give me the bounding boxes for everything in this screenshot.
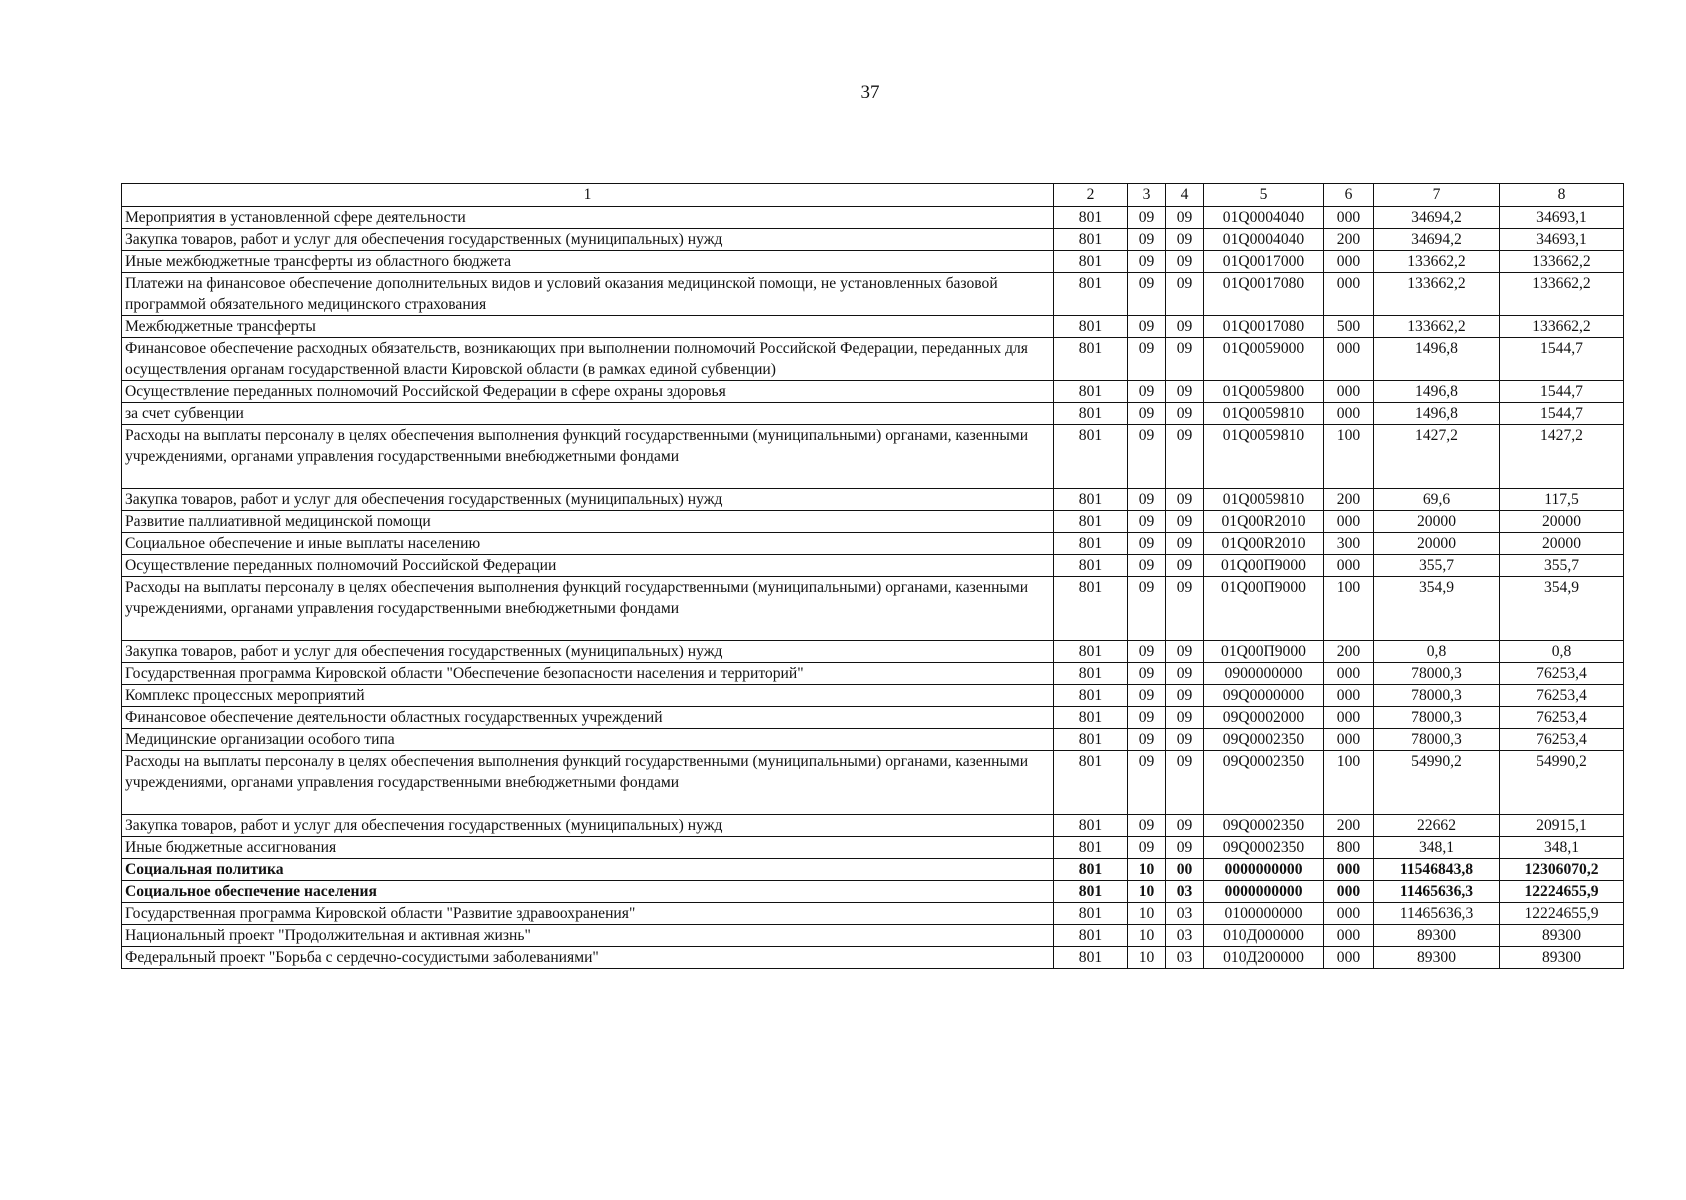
amount-year1-cell: 11465636,3	[1374, 903, 1500, 925]
table-row	[122, 685, 1624, 707]
column-header: 8	[1500, 184, 1624, 207]
amount-year2-cell: 54990,2	[1500, 751, 1624, 815]
ministry-code-cell: 801	[1054, 533, 1128, 555]
table-row	[122, 707, 1624, 729]
amount-year1-cell: 0,8	[1374, 641, 1500, 663]
row-name-cell: Социальное обеспечение населения	[122, 881, 1054, 903]
ministry-code-cell: 801	[1054, 316, 1128, 338]
table-row	[122, 273, 1624, 316]
table-row	[122, 663, 1624, 685]
target-article-cell: 01Q0059810	[1204, 425, 1324, 489]
table-row	[122, 489, 1624, 511]
target-article-cell: 010Д200000	[1204, 947, 1324, 969]
amount-year2-cell: 12224655,9	[1500, 903, 1624, 925]
section-code-cell: 09	[1128, 381, 1166, 403]
target-article-cell: 09Q0002000	[1204, 707, 1324, 729]
expense-type-cell: 000	[1324, 729, 1374, 751]
amount-year1-cell: 354,9	[1374, 577, 1500, 641]
ministry-code-cell: 801	[1054, 381, 1128, 403]
section-code-cell: 09	[1128, 707, 1166, 729]
amount-year1-cell: 1496,8	[1374, 381, 1500, 403]
page-number: 37	[860, 82, 880, 103]
row-name-cell: за счет субвенции	[122, 403, 1054, 425]
ministry-code-cell: 801	[1054, 815, 1128, 837]
amount-year1-cell: 20000	[1374, 511, 1500, 533]
row-name-cell: Развитие паллиативной медицинской помощи	[122, 511, 1054, 533]
subsection-code-cell: 09	[1166, 577, 1204, 641]
target-article-cell: 0000000000	[1204, 859, 1324, 881]
ministry-code-cell: 801	[1054, 251, 1128, 273]
section-code-cell: 09	[1128, 316, 1166, 338]
subsection-code-cell: 09	[1166, 533, 1204, 555]
subsection-code-cell: 09	[1166, 663, 1204, 685]
section-code-cell: 09	[1128, 837, 1166, 859]
section-code-cell: 09	[1128, 751, 1166, 815]
amount-year2-cell: 1544,7	[1500, 381, 1624, 403]
amount-year1-cell: 78000,3	[1374, 729, 1500, 751]
subsection-code-cell: 09	[1166, 511, 1204, 533]
row-name-cell: Государственная программа Кировской области "Развитие здравоохранения"	[122, 903, 1054, 925]
amount-year2-cell: 20915,1	[1500, 815, 1624, 837]
table-row	[122, 751, 1624, 815]
section-code-cell: 09	[1128, 533, 1166, 555]
section-code-cell: 09	[1128, 815, 1166, 837]
amount-year2-cell: 76253,4	[1500, 707, 1624, 729]
table-row	[122, 381, 1624, 403]
row-name-cell: Иные бюджетные ассигнования	[122, 837, 1054, 859]
table-row	[122, 207, 1624, 229]
subsection-code-cell: 03	[1166, 925, 1204, 947]
subsection-code-cell: 03	[1166, 881, 1204, 903]
target-article-cell: 01Q00R2010	[1204, 511, 1324, 533]
amount-year2-cell: 89300	[1500, 925, 1624, 947]
target-article-cell: 0900000000	[1204, 663, 1324, 685]
table-row	[122, 511, 1624, 533]
column-header: 2	[1054, 184, 1128, 207]
row-name-cell: Закупка товаров, работ и услуг для обеспечения государственных (муниципальных) нужд	[122, 229, 1054, 251]
expense-type-cell: 000	[1324, 555, 1374, 577]
ministry-code-cell: 801	[1054, 555, 1128, 577]
expense-type-cell: 800	[1324, 837, 1374, 859]
amount-year1-cell: 11465636,3	[1374, 881, 1500, 903]
section-code-cell: 10	[1128, 881, 1166, 903]
expense-type-cell: 000	[1324, 251, 1374, 273]
amount-year2-cell: 20000	[1500, 533, 1624, 555]
expense-type-cell: 100	[1324, 751, 1374, 815]
amount-year2-cell: 355,7	[1500, 555, 1624, 577]
section-code-cell: 09	[1128, 555, 1166, 577]
target-article-cell: 01Q00П9000	[1204, 577, 1324, 641]
amount-year2-cell: 1544,7	[1500, 338, 1624, 381]
row-name-cell: Закупка товаров, работ и услуг для обеспечения государственных (муниципальных) нужд	[122, 489, 1054, 511]
expense-type-cell: 200	[1324, 489, 1374, 511]
section-code-cell: 09	[1128, 207, 1166, 229]
target-article-cell: 09Q0000000	[1204, 685, 1324, 707]
subsection-code-cell: 09	[1166, 381, 1204, 403]
expense-type-cell: 500	[1324, 316, 1374, 338]
amount-year2-cell: 133662,2	[1500, 316, 1624, 338]
amount-year1-cell: 1427,2	[1374, 425, 1500, 489]
section-code-cell: 10	[1128, 925, 1166, 947]
row-name-cell: Расходы на выплаты персоналу в целях обеспечения выполнения функций государственными (муниципальными) органами, казенными учреждениями, органами управления государственными внебюджетными фондами	[122, 425, 1054, 489]
amount-year2-cell: 89300	[1500, 947, 1624, 969]
row-name-cell: Федеральный проект "Борьба с сердечно-сосудистыми заболеваниями"	[122, 947, 1054, 969]
amount-year2-cell: 12224655,9	[1500, 881, 1624, 903]
ministry-code-cell: 801	[1054, 207, 1128, 229]
table-row	[122, 729, 1624, 751]
budget-table	[121, 183, 1624, 969]
column-header: 3	[1128, 184, 1166, 207]
ministry-code-cell: 801	[1054, 641, 1128, 663]
target-article-cell: 01Q00П9000	[1204, 555, 1324, 577]
expense-type-cell: 200	[1324, 229, 1374, 251]
expense-type-cell: 000	[1324, 881, 1374, 903]
row-name-cell: Государственная программа Кировской области "Обеспечение безопасности населения и территорий"	[122, 663, 1054, 685]
ministry-code-cell: 801	[1054, 751, 1128, 815]
amount-year2-cell: 34693,1	[1500, 207, 1624, 229]
row-name-cell: Закупка товаров, работ и услуг для обеспечения государственных (муниципальных) нужд	[122, 641, 1054, 663]
subsection-code-cell: 09	[1166, 251, 1204, 273]
table-row	[122, 316, 1624, 338]
section-code-cell: 10	[1128, 947, 1166, 969]
target-article-cell: 01Q0017000	[1204, 251, 1324, 273]
target-article-cell: 01Q0017080	[1204, 273, 1324, 316]
section-code-cell: 09	[1128, 685, 1166, 707]
row-name-cell: Финансовое обеспечение расходных обязательств, возникающих при выполнении полномочий Российской Федерации, переданных для осуществления органам государственной власти Кировской области (в рамках единой субвенции)	[122, 338, 1054, 381]
table-row	[122, 903, 1624, 925]
amount-year2-cell: 117,5	[1500, 489, 1624, 511]
subsection-code-cell: 09	[1166, 338, 1204, 381]
amount-year2-cell: 0,8	[1500, 641, 1624, 663]
amount-year1-cell: 54990,2	[1374, 751, 1500, 815]
subsection-code-cell: 09	[1166, 229, 1204, 251]
expense-type-cell: 000	[1324, 207, 1374, 229]
table-row	[122, 533, 1624, 555]
ministry-code-cell: 801	[1054, 577, 1128, 641]
amount-year2-cell: 76253,4	[1500, 729, 1624, 751]
ministry-code-cell: 801	[1054, 837, 1128, 859]
table-row	[122, 403, 1624, 425]
subsection-code-cell: 03	[1166, 947, 1204, 969]
subsection-code-cell: 09	[1166, 641, 1204, 663]
header-row	[122, 184, 1624, 207]
row-name-cell: Социальное обеспечение и иные выплаты населению	[122, 533, 1054, 555]
row-name-cell: Осуществление переданных полномочий Российской Федерации	[122, 555, 1054, 577]
table-row	[122, 881, 1624, 903]
column-header: 6	[1324, 184, 1374, 207]
expense-type-cell: 000	[1324, 685, 1374, 707]
target-article-cell: 01Q0059810	[1204, 403, 1324, 425]
target-article-cell: 01Q0059810	[1204, 489, 1324, 511]
target-article-cell: 01Q0004040	[1204, 207, 1324, 229]
amount-year1-cell: 78000,3	[1374, 707, 1500, 729]
subsection-code-cell: 09	[1166, 837, 1204, 859]
target-article-cell: 0100000000	[1204, 903, 1324, 925]
expense-type-cell: 000	[1324, 273, 1374, 316]
expense-type-cell: 200	[1324, 641, 1374, 663]
row-name-cell: Комплекс процессных мероприятий	[122, 685, 1054, 707]
table-row	[122, 947, 1624, 969]
ministry-code-cell: 801	[1054, 403, 1128, 425]
row-name-cell: Иные межбюджетные трансферты из областного бюджета	[122, 251, 1054, 273]
ministry-code-cell: 801	[1054, 881, 1128, 903]
expense-type-cell: 100	[1324, 425, 1374, 489]
table-row	[122, 815, 1624, 837]
amount-year2-cell: 20000	[1500, 511, 1624, 533]
expense-type-cell: 300	[1324, 533, 1374, 555]
table-row	[122, 229, 1624, 251]
amount-year1-cell: 348,1	[1374, 837, 1500, 859]
row-name-cell: Мероприятия в установленной сфере деятельности	[122, 207, 1054, 229]
ministry-code-cell: 801	[1054, 947, 1128, 969]
row-name-cell: Платежи на финансовое обеспечение дополнительных видов и условий оказания медицинской помощи, не установленных базовой программой обязательного медицинского страхования	[122, 273, 1054, 316]
row-name-cell: Расходы на выплаты персоналу в целях обеспечения выполнения функций государственными (муниципальными) органами, казенными учреждениями, органами управления государственными внебюджетными фондами	[122, 577, 1054, 641]
row-name-cell: Медицинские организации особого типа	[122, 729, 1054, 751]
ministry-code-cell: 801	[1054, 729, 1128, 751]
amount-year2-cell: 348,1	[1500, 837, 1624, 859]
subsection-code-cell: 09	[1166, 707, 1204, 729]
target-article-cell: 010Д000000	[1204, 925, 1324, 947]
amount-year1-cell: 78000,3	[1374, 685, 1500, 707]
amount-year2-cell: 76253,4	[1500, 663, 1624, 685]
ministry-code-cell: 801	[1054, 273, 1128, 316]
subsection-code-cell: 09	[1166, 207, 1204, 229]
subsection-code-cell: 09	[1166, 403, 1204, 425]
table-body	[122, 207, 1624, 969]
amount-year1-cell: 133662,2	[1374, 251, 1500, 273]
subsection-code-cell: 09	[1166, 685, 1204, 707]
amount-year2-cell: 12306070,2	[1500, 859, 1624, 881]
amount-year2-cell: 34693,1	[1500, 229, 1624, 251]
table-row	[122, 641, 1624, 663]
table-row	[122, 555, 1624, 577]
amount-year2-cell: 76253,4	[1500, 685, 1624, 707]
amount-year1-cell: 20000	[1374, 533, 1500, 555]
ministry-code-cell: 801	[1054, 903, 1128, 925]
ministry-code-cell: 801	[1054, 338, 1128, 381]
expense-type-cell: 000	[1324, 381, 1374, 403]
section-code-cell: 09	[1128, 663, 1166, 685]
section-code-cell: 09	[1128, 251, 1166, 273]
row-name-cell: Социальная политика	[122, 859, 1054, 881]
table-row	[122, 251, 1624, 273]
target-article-cell: 09Q0002350	[1204, 729, 1324, 751]
target-article-cell: 01Q0059000	[1204, 338, 1324, 381]
ministry-code-cell: 801	[1054, 925, 1128, 947]
row-name-cell: Финансовое обеспечение деятельности областных государственных учреждений	[122, 707, 1054, 729]
amount-year1-cell: 69,6	[1374, 489, 1500, 511]
expense-type-cell: 200	[1324, 815, 1374, 837]
section-code-cell: 10	[1128, 903, 1166, 925]
amount-year1-cell: 355,7	[1374, 555, 1500, 577]
subsection-code-cell: 09	[1166, 489, 1204, 511]
amount-year1-cell: 34694,2	[1374, 229, 1500, 251]
amount-year1-cell: 133662,2	[1374, 316, 1500, 338]
row-name-cell: Национальный проект "Продолжительная и активная жизнь"	[122, 925, 1054, 947]
column-header: 5	[1204, 184, 1324, 207]
amount-year1-cell: 133662,2	[1374, 273, 1500, 316]
ministry-code-cell: 801	[1054, 511, 1128, 533]
amount-year1-cell: 78000,3	[1374, 663, 1500, 685]
amount-year2-cell: 133662,2	[1500, 273, 1624, 316]
amount-year2-cell: 1427,2	[1500, 425, 1624, 489]
target-article-cell: 01Q00R2010	[1204, 533, 1324, 555]
expense-type-cell: 000	[1324, 925, 1374, 947]
table-row	[122, 338, 1624, 381]
ministry-code-cell: 801	[1054, 685, 1128, 707]
column-header: 1	[122, 184, 1054, 207]
amount-year2-cell: 1544,7	[1500, 403, 1624, 425]
expense-type-cell: 100	[1324, 577, 1374, 641]
row-name-cell: Осуществление переданных полномочий Российской Федерации в сфере охраны здоровья	[122, 381, 1054, 403]
column-header: 7	[1374, 184, 1500, 207]
table-row	[122, 925, 1624, 947]
table-row	[122, 577, 1624, 641]
ministry-code-cell: 801	[1054, 663, 1128, 685]
section-code-cell: 09	[1128, 489, 1166, 511]
ministry-code-cell: 801	[1054, 859, 1128, 881]
expense-type-cell: 000	[1324, 511, 1374, 533]
ministry-code-cell: 801	[1054, 229, 1128, 251]
amount-year1-cell: 1496,8	[1374, 338, 1500, 381]
amount-year1-cell: 22662	[1374, 815, 1500, 837]
target-article-cell: 09Q0002350	[1204, 837, 1324, 859]
table-row	[122, 859, 1624, 881]
target-article-cell: 01Q00П9000	[1204, 641, 1324, 663]
section-code-cell: 09	[1128, 641, 1166, 663]
expense-type-cell: 000	[1324, 707, 1374, 729]
section-code-cell: 09	[1128, 403, 1166, 425]
section-code-cell: 09	[1128, 729, 1166, 751]
amount-year1-cell: 89300	[1374, 925, 1500, 947]
target-article-cell: 09Q0002350	[1204, 815, 1324, 837]
target-article-cell: 01Q0059800	[1204, 381, 1324, 403]
row-name-cell: Расходы на выплаты персоналу в целях обеспечения выполнения функций государственными (муниципальными) органами, казенными учреждениями, органами управления государственными внебюджетными фондами	[122, 751, 1054, 815]
ministry-code-cell: 801	[1054, 489, 1128, 511]
section-code-cell: 09	[1128, 425, 1166, 489]
subsection-code-cell: 09	[1166, 729, 1204, 751]
target-article-cell: 0000000000	[1204, 881, 1324, 903]
column-header: 4	[1166, 184, 1204, 207]
section-code-cell: 09	[1128, 273, 1166, 316]
target-article-cell: 01Q0017080	[1204, 316, 1324, 338]
amount-year2-cell: 354,9	[1500, 577, 1624, 641]
row-name-cell: Закупка товаров, работ и услуг для обеспечения государственных (муниципальных) нужд	[122, 815, 1054, 837]
subsection-code-cell: 09	[1166, 555, 1204, 577]
section-code-cell: 09	[1128, 338, 1166, 381]
amount-year1-cell: 34694,2	[1374, 207, 1500, 229]
subsection-code-cell: 09	[1166, 751, 1204, 815]
expense-type-cell: 000	[1324, 663, 1374, 685]
amount-year2-cell: 133662,2	[1500, 251, 1624, 273]
expense-type-cell: 000	[1324, 403, 1374, 425]
target-article-cell: 09Q0002350	[1204, 751, 1324, 815]
section-code-cell: 09	[1128, 511, 1166, 533]
expense-type-cell: 000	[1324, 859, 1374, 881]
subsection-code-cell: 09	[1166, 316, 1204, 338]
section-code-cell: 09	[1128, 577, 1166, 641]
subsection-code-cell: 00	[1166, 859, 1204, 881]
expense-type-cell: 000	[1324, 338, 1374, 381]
section-code-cell: 09	[1128, 229, 1166, 251]
subsection-code-cell: 09	[1166, 425, 1204, 489]
amount-year1-cell: 1496,8	[1374, 403, 1500, 425]
table-row	[122, 425, 1624, 489]
table-row	[122, 837, 1624, 859]
expense-type-cell: 000	[1324, 903, 1374, 925]
amount-year1-cell: 11546843,8	[1374, 859, 1500, 881]
amount-year1-cell: 89300	[1374, 947, 1500, 969]
expense-type-cell: 000	[1324, 947, 1374, 969]
target-article-cell: 01Q0004040	[1204, 229, 1324, 251]
subsection-code-cell: 09	[1166, 815, 1204, 837]
subsection-code-cell: 09	[1166, 273, 1204, 316]
subsection-code-cell: 03	[1166, 903, 1204, 925]
row-name-cell: Межбюджетные трансферты	[122, 316, 1054, 338]
section-code-cell: 10	[1128, 859, 1166, 881]
ministry-code-cell: 801	[1054, 425, 1128, 489]
ministry-code-cell: 801	[1054, 707, 1128, 729]
